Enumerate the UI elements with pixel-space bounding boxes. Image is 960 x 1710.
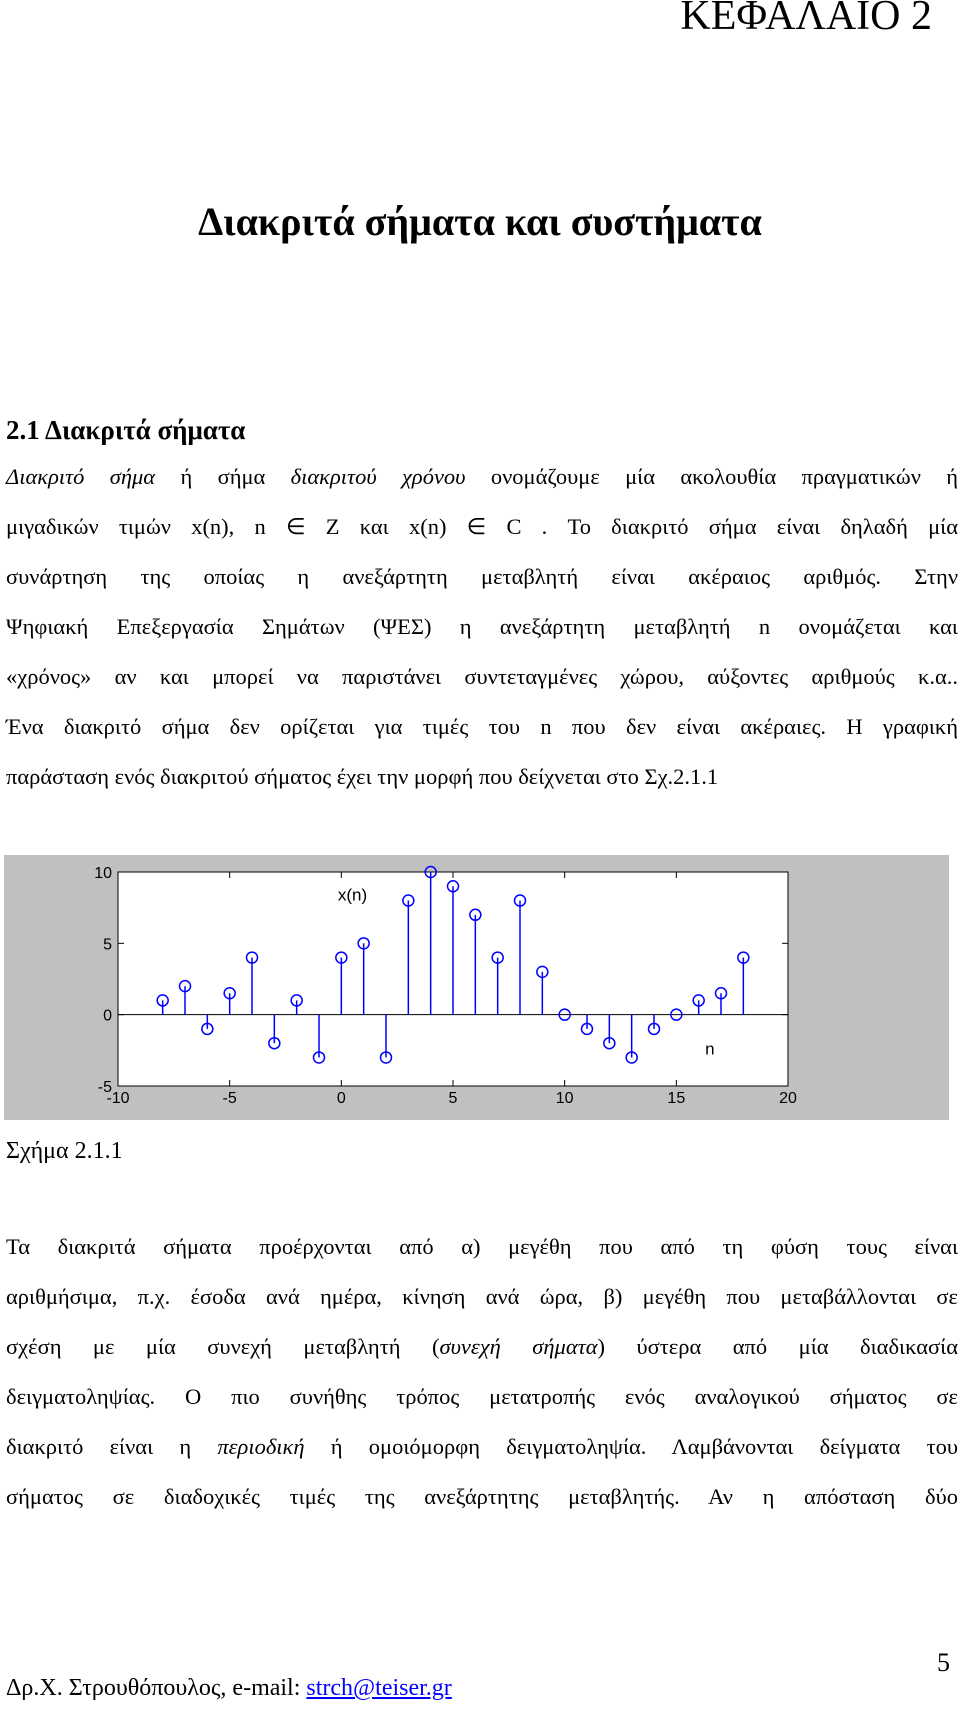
paragraph-line bbox=[6, 1422, 958, 1472]
paragraph-sources bbox=[6, 1222, 958, 1522]
text-run: ή ομοιόμορφη δειγματοληψία. Λαμβάνονται δείγματα του bbox=[304, 1434, 958, 1459]
term-periodic: περιοδική bbox=[217, 1434, 305, 1459]
term-discrete-signal: Διακριτό σήμα bbox=[6, 464, 156, 489]
paragraph-line: Ψηφιακή Επεξεργασία Σημάτων (ΨΕΣ) η ανεξάρτητη μεταβλητή n ονομάζεται και bbox=[6, 614, 958, 639]
x-axis-label: n bbox=[705, 1039, 715, 1059]
paragraph-line: αριθμήσιμα, π.χ. έσοδα ανά ημέρα, κίνηση ανά ώρα, β) μεγέθη που μεταβάλλονται σε bbox=[6, 1284, 958, 1309]
y-tick-label: -5 bbox=[97, 1079, 112, 1096]
chapter-label: ΚΕΦΑΛΑΙΟ 2 bbox=[680, 0, 932, 39]
paragraph-definition bbox=[6, 452, 958, 802]
x-tick-label: 10 bbox=[555, 1090, 574, 1107]
paragraph-line: σήματος σε διαδοχικές τιμές της ανεξάρτητης μεταβλητής. Αν η απόσταση δύο bbox=[6, 1484, 958, 1509]
x-tick-label: 5 bbox=[448, 1090, 458, 1107]
figure-caption: Σχήμα 2.1.1 bbox=[6, 1138, 123, 1164]
stem-plot-figure bbox=[4, 855, 949, 1120]
y-tick-label: 0 bbox=[103, 1007, 112, 1025]
page-number: 5 bbox=[937, 1648, 950, 1677]
paragraph-line: μιγαδικών τιμών x(n), n ∈ Z και x(n) ∈ C . Το διακριτό σήμα είναι δηλαδή μία bbox=[6, 514, 958, 539]
paragraph-line: «χρόνος» αν και μπορεί να παριστάνει συντεταγμένες χώρου, αύξοντες αριθμούς κ.α.. bbox=[6, 664, 958, 689]
paragraph-line bbox=[6, 1322, 958, 1372]
paragraph-line: Ένα διακριτό σήμα δεν ορίζεται για τιμές του n που δεν είναι ακέραιες. Η γραφική bbox=[6, 714, 958, 739]
x-tick-label: 20 bbox=[779, 1090, 797, 1107]
chapter-title: Διακριτά σήματα και συστήματα bbox=[198, 199, 762, 244]
text-run: σχέση με μία συνεχή μεταβλητή ( bbox=[6, 1334, 440, 1359]
text-run: ) ύστερα από μία διαδικασία bbox=[597, 1334, 959, 1359]
section-heading: 2.1 Διακριτά σήματα bbox=[6, 415, 246, 445]
paragraph-line: δειγματοληψίας. Ο πιο συνήθης τρόπος μετατροπής ενός αναλογικού σήματος σε bbox=[6, 1384, 958, 1409]
x-tick-label: -5 bbox=[222, 1090, 237, 1107]
term-continuous-signals: συνεχή σήματα bbox=[439, 1334, 598, 1359]
text-run: ονομάζουμε μία ακολουθία πραγματικών ή bbox=[465, 464, 958, 489]
text-run: ή σήμα bbox=[155, 464, 291, 489]
text-run: διακριτό είναι η bbox=[6, 1434, 218, 1459]
term-discrete-time: διακριτού χρόνου bbox=[290, 464, 466, 489]
x-tick-label: 0 bbox=[336, 1090, 346, 1107]
series-label: x(n) bbox=[337, 885, 368, 905]
stem-plot bbox=[4, 855, 949, 1120]
footer bbox=[6, 1675, 452, 1702]
y-tick-label: 5 bbox=[103, 936, 112, 954]
paragraph-line bbox=[6, 452, 958, 502]
email-link[interactable]: strch@teiser.gr bbox=[306, 1675, 452, 1701]
footer-author: Δρ.Χ. Στρουθόπουλος, e-mail: bbox=[6, 1675, 307, 1701]
x-tick-label: -10 bbox=[106, 1090, 130, 1107]
x-tick-label: 15 bbox=[667, 1090, 686, 1107]
paragraph-line: Τα διακριτά σήματα προέρχονται από α) μεγέθη που από τη φύση τους είναι bbox=[6, 1234, 958, 1259]
paragraph-line: συνάρτηση της οποίας η ανεξάρτητη μεταβλητή είναι ακέραιος αριθμός. Στην bbox=[6, 564, 958, 589]
paragraph-line: παράσταση ενός διακριτού σήματος έχει την μορφή που δείχνεται στο Σχ.2.1.1 bbox=[6, 764, 719, 789]
y-tick-label: 10 bbox=[94, 865, 112, 882]
